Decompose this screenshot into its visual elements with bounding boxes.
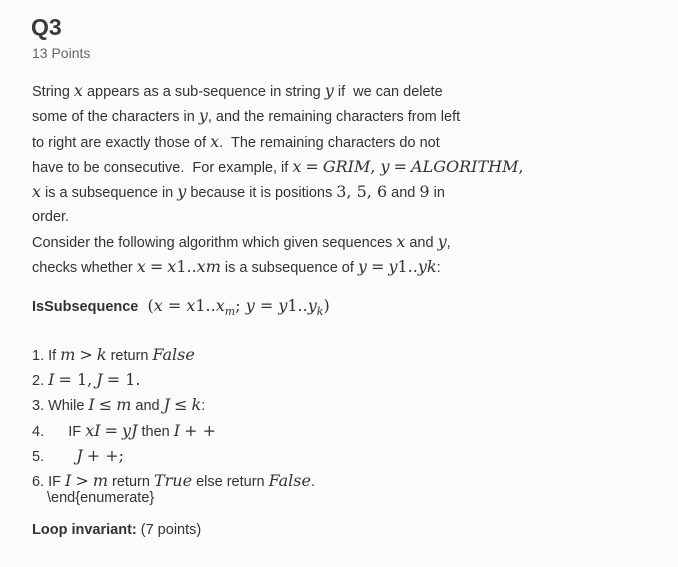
- math-symbol: x: [73, 81, 83, 100]
- math-text: = 1.: [106, 370, 141, 390]
- body-text: to right are exactly those of: [32, 134, 211, 151]
- math-symbol: I: [94, 420, 101, 440]
- step-number: 3.: [32, 398, 49, 415]
- body-text: String: [32, 84, 74, 100]
- algorithm-step: [32, 393, 315, 418]
- math-symbol: y: [357, 257, 367, 277]
- step-number: 6.: [32, 474, 49, 491]
- enumerate-end-text: \end{enumerate}: [47, 490, 155, 506]
- step-number: 4.: [32, 423, 49, 440]
- math-symbol: J: [76, 445, 83, 465]
- math-text: 1..: [176, 257, 197, 277]
- math-text: + +: [184, 420, 217, 440]
- algorithm-name: IsSubsequence: [32, 299, 139, 315]
- body-text: return: [106, 348, 153, 364]
- algorithm-step: [32, 368, 315, 393]
- math-symbol: x: [136, 257, 146, 277]
- math-symbol: ALGORITHM: [411, 156, 519, 176]
- question-body: [32, 79, 652, 280]
- math-symbol: m: [92, 471, 109, 491]
- math-symbol: J: [96, 370, 103, 390]
- math-symbol: m: [60, 345, 76, 364]
- body-text: is a subsequence of: [220, 260, 358, 277]
- math-symbol: y: [437, 231, 447, 251]
- math-text: =: [149, 257, 164, 277]
- body-text: IF: [48, 423, 86, 440]
- loop-invariant-label: Loop invariant:: [32, 522, 137, 538]
- body-text: ,: [446, 234, 451, 251]
- math-text: + +;: [86, 445, 125, 465]
- math-text: =: [104, 420, 118, 440]
- body-text: and: [131, 398, 164, 415]
- math-text: 9: [419, 182, 430, 202]
- math-symbol: y: [324, 81, 334, 100]
- math-symbol: I: [88, 395, 95, 415]
- body-text: . The remaining characters do not: [219, 134, 440, 151]
- math-symbol: x: [32, 182, 42, 202]
- body-text: because it is positions: [186, 185, 337, 202]
- math-text: =: [393, 156, 408, 176]
- step-number: 1.: [32, 348, 49, 364]
- body-line: [32, 205, 652, 229]
- body-text: .: [310, 474, 316, 491]
- algorithm-step: [32, 343, 315, 368]
- math-symbol: m: [116, 395, 132, 415]
- body-text: else return: [192, 474, 269, 491]
- algorithm-step: [32, 419, 315, 444]
- math-symbol: False: [152, 345, 195, 364]
- step-number: 2.: [32, 373, 49, 390]
- math-symbol: y: [388, 257, 398, 277]
- body-line: [32, 79, 652, 104]
- math-text: ,: [518, 156, 524, 176]
- body-text: If: [48, 348, 61, 364]
- math-symbol: J: [131, 420, 138, 440]
- math-symbol: x: [210, 131, 220, 151]
- math-text: 3, 5, 6: [336, 182, 388, 202]
- math-text: =: [371, 257, 385, 277]
- math-symbol: y: [198, 106, 208, 126]
- math-symbol: I: [173, 420, 181, 440]
- body-text: :: [436, 260, 441, 277]
- math-symbol: x: [396, 231, 406, 251]
- math-symbol: k: [96, 345, 107, 364]
- step-number: 5.: [32, 448, 49, 465]
- math-symbol: y: [417, 257, 427, 277]
- body-text: is a subsequence in: [41, 185, 178, 202]
- math-symbol: J: [163, 395, 171, 415]
- loop-invariant-points: (7 points): [136, 522, 202, 538]
- question-title: Q3: [31, 14, 62, 40]
- body-text: and: [387, 185, 420, 202]
- body-line: [32, 180, 652, 205]
- algorithm-signature: ($x = x1..x_m$; $y = y1..y_k$): [142, 296, 330, 319]
- body-text: order.: [32, 209, 70, 226]
- math-symbol: x: [85, 420, 95, 440]
- body-text: if we can delete: [333, 84, 443, 100]
- math-text: >: [79, 345, 93, 364]
- body-text: then: [137, 423, 174, 440]
- body-line: [32, 155, 652, 180]
- body-line: [32, 255, 652, 280]
- body-text: have to be consecutive. For example, if: [32, 159, 293, 176]
- body-text: , and the remaining characters from left: [207, 109, 461, 126]
- body-line: [32, 104, 652, 129]
- algorithm-header: [32, 296, 330, 318]
- math-symbol: GRIM: [322, 156, 371, 176]
- math-symbol: y: [122, 420, 132, 440]
- math-text: ≤: [98, 395, 113, 415]
- math-text: 1..: [397, 257, 418, 277]
- body-line: [32, 230, 652, 255]
- question-points: 13 Points: [32, 45, 91, 61]
- math-text: =: [305, 156, 319, 176]
- loop-invariant: [32, 522, 201, 538]
- body-text: IF: [48, 474, 66, 491]
- math-symbol: x: [196, 257, 206, 277]
- math-symbol: y: [380, 156, 390, 176]
- body-text: :: [201, 398, 206, 415]
- math-symbol: True: [153, 471, 193, 491]
- body-text: Consider the following algorithm which given sequences: [32, 234, 397, 251]
- body-text: [48, 449, 76, 465]
- math-symbol: I: [65, 471, 72, 491]
- math-symbol: x: [167, 257, 177, 277]
- math-text: ≤: [174, 395, 188, 415]
- body-text: return: [108, 474, 154, 491]
- body-line: [32, 130, 652, 155]
- math-text: >: [75, 471, 89, 491]
- math-symbol: False: [268, 471, 311, 491]
- math-symbol: m: [205, 257, 221, 277]
- body-text: While: [48, 398, 89, 415]
- body-text: and: [405, 234, 438, 251]
- body-text: some of the characters in: [32, 109, 199, 126]
- body-text: checks whether: [32, 260, 137, 277]
- body-text: in: [429, 185, 445, 202]
- math-text: = 1,: [58, 370, 93, 390]
- algorithm-step: [32, 444, 315, 469]
- body-text: appears as a sub-sequence in string: [82, 84, 325, 100]
- algorithm-steps: [32, 343, 315, 494]
- math-symbol: y: [177, 182, 187, 202]
- math-symbol: k: [191, 395, 202, 415]
- math-symbol: k: [426, 257, 437, 277]
- math-symbol: x: [292, 156, 302, 176]
- math-text: ,: [370, 156, 381, 176]
- math-symbol: I: [48, 370, 55, 390]
